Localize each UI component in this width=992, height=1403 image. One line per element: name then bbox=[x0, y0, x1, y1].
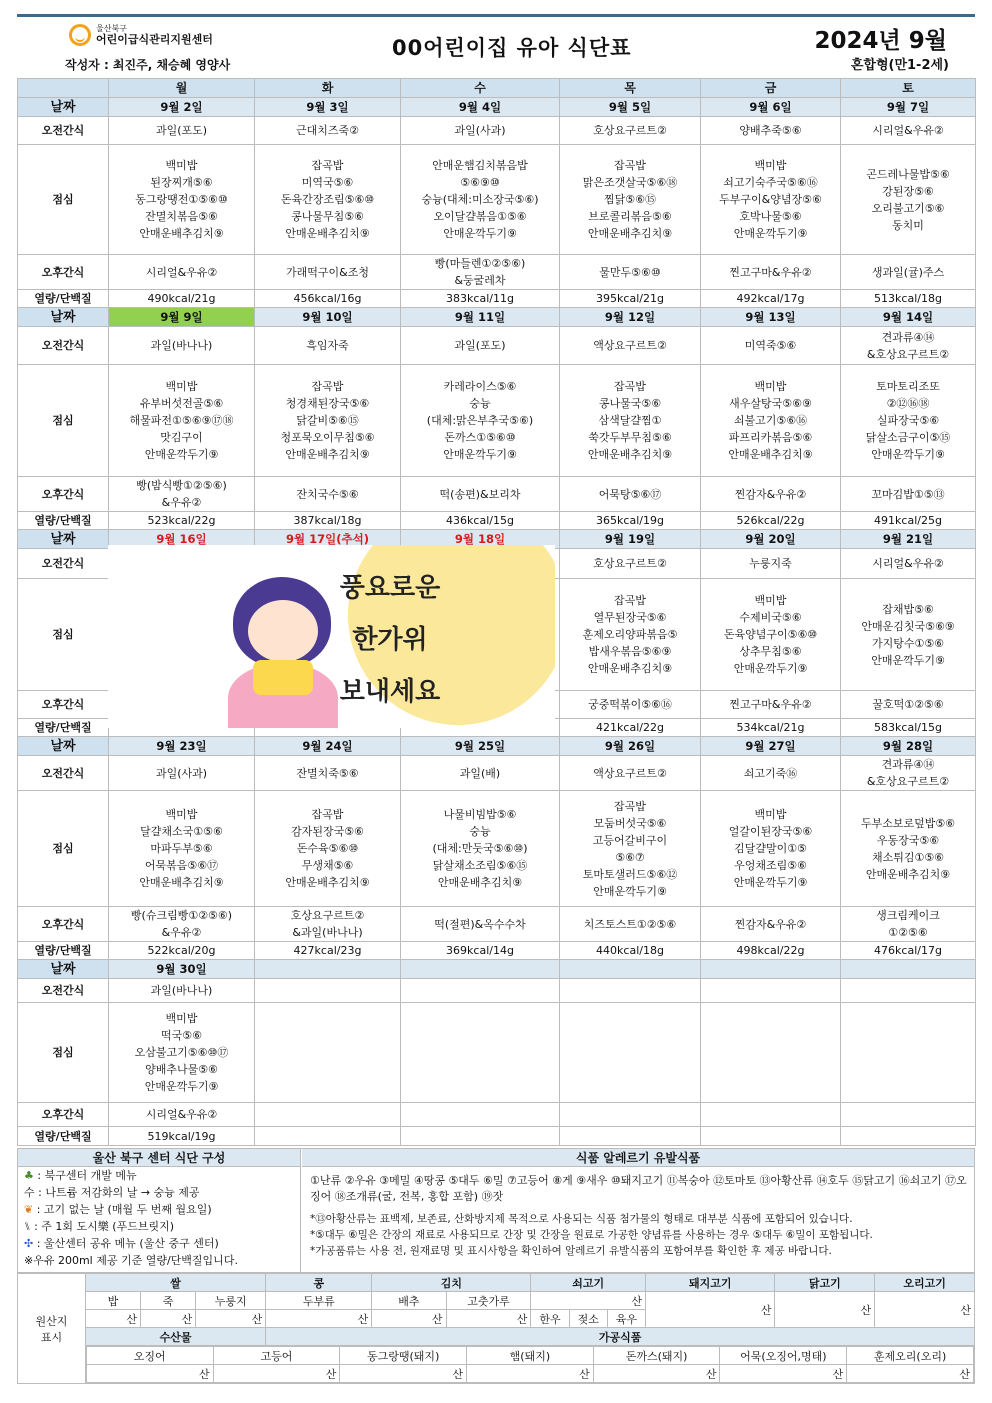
origin-cell: 돈까스(돼지) bbox=[593, 1347, 720, 1365]
lunch-cell bbox=[255, 1003, 401, 1103]
weekday-header: 목 bbox=[560, 79, 701, 98]
origin-cell: 한우 bbox=[531, 1310, 569, 1328]
date-row bbox=[18, 308, 976, 327]
afternoon-row bbox=[18, 477, 976, 512]
afternoon-snack-cell: 빵(마들렌①②⑤⑥) &둥굴레차 bbox=[401, 255, 560, 290]
row-label-afternoon: 오후간식 bbox=[18, 907, 109, 942]
date-cell: 9월 20일 bbox=[701, 530, 841, 549]
weekday-header: 화 bbox=[255, 79, 401, 98]
row-label-cal: 열량/단백질 bbox=[18, 1127, 109, 1146]
lunch-cell: 백미밥 떡국⑤⑥ 오삼불고기⑤⑥⑩⑰ 양배추나물⑤⑥ 안매운깍두기⑨ bbox=[109, 1003, 255, 1103]
row-label-lunch: 점심 bbox=[18, 145, 109, 255]
afternoon-snack-cell bbox=[701, 1103, 841, 1127]
legend-title: 울산 북구 센터 식단 구성 bbox=[18, 1149, 300, 1167]
date-cell: 9월 13일 bbox=[701, 308, 841, 327]
morning-snack-cell: 견과류④⑭ &호상요구르트② bbox=[841, 756, 976, 791]
origin-chicken: 닭고기 bbox=[775, 1274, 875, 1292]
morning-snack-cell: 액상요구르트② bbox=[560, 756, 701, 791]
logo-center-name: 어린이급식관리지원센터 bbox=[96, 33, 213, 46]
row-label-lunch: 점심 bbox=[18, 365, 109, 477]
cal-row bbox=[18, 1127, 976, 1146]
calorie-cell: 476kcal/17g bbox=[841, 942, 976, 960]
origin-cell: 죽 bbox=[141, 1292, 196, 1310]
date-cell: 9월 25일 bbox=[401, 737, 560, 756]
afternoon-row bbox=[18, 907, 976, 942]
year-month: 2024년 9월 bbox=[814, 28, 947, 54]
lunch-row bbox=[18, 791, 976, 907]
smile-logo-icon bbox=[69, 24, 91, 46]
allergy-title: 식품 알레르기 유발식품 bbox=[302, 1149, 974, 1167]
allergy-box bbox=[302, 1149, 974, 1272]
calorie-cell: 395kcal/21g bbox=[560, 290, 701, 308]
calorie-cell: 490kcal/21g bbox=[109, 290, 255, 308]
calorie-cell: 369kcal/14g bbox=[401, 942, 560, 960]
hanbok-top bbox=[253, 660, 313, 695]
origin-cell: 산 bbox=[196, 1310, 266, 1328]
afternoon-snack-cell bbox=[255, 1103, 401, 1127]
lunch-cell: 백미밥 달걀채소국①⑤⑥ 마파두부⑤⑥ 어묵볶음⑤⑥⑰ 안매운배추김치⑨ bbox=[109, 791, 255, 907]
origin-cell: 오징어 bbox=[86, 1347, 213, 1365]
date-cell bbox=[560, 960, 701, 979]
lunch-cell: 잡곡밥 콩나물국⑤⑥ 삼색달걀찜① 쑥갓두부무침⑤⑥ 안매운배추김치⑨ bbox=[560, 365, 701, 477]
weekday-header: 금 bbox=[701, 79, 841, 98]
date-cell bbox=[841, 960, 976, 979]
morning-snack-cell: 시리얼&우유② bbox=[841, 117, 976, 145]
origin-cell: 산 bbox=[467, 1365, 594, 1383]
calorie-cell bbox=[255, 1127, 401, 1146]
leaf-icon: ❦ bbox=[24, 1203, 34, 1216]
morning-snack-cell: 과일(사과) bbox=[109, 756, 255, 791]
lunch-cell bbox=[560, 1003, 701, 1103]
date-cell: 9월 10일 bbox=[255, 308, 401, 327]
origin-cell: 밥 bbox=[85, 1292, 140, 1310]
row-label-lunch: 점심 bbox=[18, 579, 109, 691]
date-cell: 9월 21일 bbox=[841, 530, 976, 549]
origin-pork: 돼지고기 bbox=[646, 1274, 775, 1292]
origin-cell: 산 bbox=[775, 1292, 875, 1328]
origin-cell: 햄(돼지) bbox=[467, 1347, 594, 1365]
morning-snack-cell bbox=[401, 979, 560, 1003]
origin-cell: 두부류 bbox=[266, 1292, 372, 1310]
lunch-cell bbox=[841, 1003, 976, 1103]
row-label-lunch: 점심 bbox=[18, 1003, 109, 1103]
morning-snack-cell: 호상요구르트② bbox=[560, 117, 701, 145]
legend-item: ⑊ : 주 1회 도시樂 (푸드브릿지) bbox=[24, 1220, 175, 1233]
row-label-date: 날짜 bbox=[18, 737, 109, 756]
origin-cell: 젖소 bbox=[569, 1310, 607, 1328]
afternoon-snack-cell: 잔치국수⑤⑥ bbox=[255, 477, 401, 512]
morning-row bbox=[18, 327, 976, 365]
morning-snack-cell: 미역죽⑤⑥ bbox=[701, 327, 841, 365]
morning-snack-cell: 과일(포도) bbox=[109, 117, 255, 145]
date-cell: 9월 5일 bbox=[560, 98, 701, 117]
row-label-morning: 오전간식 bbox=[18, 549, 109, 579]
origin-cell: 훈제오리(오리) bbox=[847, 1347, 974, 1365]
origin-cell: 산 bbox=[531, 1292, 646, 1310]
lunch-row bbox=[18, 365, 976, 477]
chuseok-banner bbox=[108, 545, 555, 728]
calorie-cell: 523kcal/22g bbox=[109, 512, 255, 530]
afternoon-snack-cell: 호상요구르트② &과일(바나나) bbox=[255, 907, 401, 942]
date-row bbox=[18, 98, 976, 117]
lunch-cell: 잡채밥⑤⑥ 안매운김칫국⑤⑥⑨ 가지탕수①⑤⑥ 안매운깍두기⑨ bbox=[841, 579, 976, 691]
legend-box bbox=[18, 1149, 301, 1272]
row-label-morning: 오전간식 bbox=[18, 117, 109, 145]
weekday-header-row bbox=[18, 79, 976, 98]
row-label-afternoon: 오후간식 bbox=[18, 255, 109, 290]
origin-seafood: 수산물 bbox=[85, 1328, 265, 1346]
holiday-text-1: 풍요로운 bbox=[339, 573, 441, 603]
morning-snack-cell: 과일(포도) bbox=[401, 327, 560, 365]
origin-rice: 쌀 bbox=[85, 1274, 265, 1292]
calorie-cell: 583kcal/15g bbox=[841, 719, 976, 737]
afternoon-snack-cell: 찐감자&우유② bbox=[701, 477, 841, 512]
top-border bbox=[17, 14, 975, 17]
morning-snack-cell: 견과류④⑭ &호상요구르트② bbox=[841, 327, 976, 365]
cal-row bbox=[18, 942, 976, 960]
origin-cell: 산 bbox=[340, 1365, 467, 1383]
origin-cell: 산 bbox=[213, 1365, 340, 1383]
origin-cell: 동그랑땡(돼지) bbox=[340, 1347, 467, 1365]
morning-row bbox=[18, 979, 976, 1003]
center-logo bbox=[69, 24, 213, 46]
afternoon-snack-cell: 시리얼&우유② bbox=[109, 255, 255, 290]
afternoon-snack-cell: 빵(슈크림빵①②⑤⑥) &우유② bbox=[109, 907, 255, 942]
calorie-cell: 513kcal/18g bbox=[841, 290, 976, 308]
allergy-note: *⑬아황산류는 표백제, 보존료, 산화방지제 목적으로 사용되는 식품 첨가물의 형태로 대부분 식품에 포함되어 있습니다. bbox=[310, 1213, 853, 1225]
calorie-cell: 383kcal/11g bbox=[401, 290, 560, 308]
lunch-cell bbox=[401, 1003, 560, 1103]
afternoon-row bbox=[18, 1103, 976, 1127]
afternoon-snack-cell bbox=[560, 1103, 701, 1127]
lunch-cell: 잡곡밥 청경채된장국⑤⑥ 닭갈비⑤⑥⑮ 청포묵오이무침⑤⑥ 안매운배추김치⑨ bbox=[255, 365, 401, 477]
lunch-cell: 곤드레나물밥⑤⑥ 강된장⑤⑥ 오리불고기⑤⑥ 동치미 bbox=[841, 145, 976, 255]
origin-cell: 어묵(오징어,명태) bbox=[720, 1347, 847, 1365]
date-cell bbox=[401, 960, 560, 979]
holiday-text-3: 보내세요 bbox=[339, 677, 441, 707]
calorie-cell: 491kcal/25g bbox=[841, 512, 976, 530]
date-cell: 9월 18일 bbox=[401, 530, 560, 549]
date-cell: 9월 2일 bbox=[109, 98, 255, 117]
lunch-cell: 백미밥 새우살탕국⑤⑥⑨ 쇠불고기⑤⑥⑯ 파프리카볶음⑤⑥ 안매운배추김치⑨ bbox=[701, 365, 841, 477]
afternoon-snack-cell: 빵(밤식빵①②⑤⑥) &우유② bbox=[109, 477, 255, 512]
date-cell: 9월 16일 bbox=[109, 530, 255, 549]
calorie-cell: 522kcal/20g bbox=[109, 942, 255, 960]
row-label-afternoon: 오후간식 bbox=[18, 691, 109, 719]
calorie-cell: 534kcal/21g bbox=[701, 719, 841, 737]
origin-cell: 배추 bbox=[372, 1292, 446, 1310]
logo-district: 울산북구 bbox=[96, 24, 127, 33]
origin-cell: 산 bbox=[847, 1365, 974, 1383]
morning-snack-cell: 쇠고기죽⑯ bbox=[701, 756, 841, 791]
calorie-cell: 526kcal/22g bbox=[701, 512, 841, 530]
date-cell: 9월 27일 bbox=[701, 737, 841, 756]
afternoon-row bbox=[18, 255, 976, 290]
calorie-cell: 365kcal/19g bbox=[560, 512, 701, 530]
weekday-header: 월 bbox=[109, 79, 255, 98]
morning-snack-cell bbox=[560, 979, 701, 1003]
date-cell: 9월 17일(추석) bbox=[255, 530, 401, 549]
lunch-cell: 백미밥 수제비국⑤⑥ 돈육양념구이⑤⑥⑩ 상추무침⑤⑥ 안매운깍두기⑨ bbox=[701, 579, 841, 691]
calorie-cell bbox=[401, 1127, 560, 1146]
date-cell: 9월 4일 bbox=[401, 98, 560, 117]
row-label-morning: 오전간식 bbox=[18, 979, 109, 1003]
morning-snack-cell: 근대치즈죽② bbox=[255, 117, 401, 145]
afternoon-snack-cell: 생크림케이크 ①②⑤⑥ bbox=[841, 907, 976, 942]
morning-row bbox=[18, 117, 976, 145]
morning-snack-cell bbox=[841, 979, 976, 1003]
origin-bean: 콩 bbox=[266, 1274, 372, 1292]
origin-processed: 가공식품 bbox=[266, 1328, 975, 1346]
origin-cell: 산 bbox=[85, 1310, 140, 1328]
weekday-header: 수 bbox=[401, 79, 560, 98]
lunch-cell: 두부소보로덮밥⑤⑥ 우동장국⑤⑥ 채소튀김①⑤⑥ 안매운배추김치⑨ bbox=[841, 791, 976, 907]
legend-item: ❦ : 고기 없는 날 (매월 두 번째 월요일) bbox=[24, 1203, 212, 1216]
morning-snack-cell: 시리얼&우유② bbox=[841, 549, 976, 579]
morning-snack-cell: 과일(배) bbox=[401, 756, 560, 791]
calorie-cell: 440kcal/18g bbox=[560, 942, 701, 960]
date-cell: 9월 11일 bbox=[401, 308, 560, 327]
afternoon-snack-cell: 치즈토스트①②⑤⑥ bbox=[560, 907, 701, 942]
date-cell: 9월 9일 bbox=[109, 308, 255, 327]
morning-snack-cell bbox=[255, 979, 401, 1003]
origin-cell: 산 bbox=[646, 1292, 775, 1328]
lunch-cell: 잡곡밥 모둠버섯국⑤⑥ 고등어갈비구이 ⑤⑥⑦ 토마토샐러드⑤⑥⑫ 안매운깍두기⑨ bbox=[560, 791, 701, 907]
row-label-morning: 오전간식 bbox=[18, 327, 109, 365]
date-row bbox=[18, 737, 976, 756]
afternoon-snack-cell: 찐고구마&우유② bbox=[701, 255, 841, 290]
row-label-afternoon: 오후간식 bbox=[18, 1103, 109, 1127]
row-label-cal: 열량/단백질 bbox=[18, 512, 109, 530]
row-label-cal: 열량/단백질 bbox=[18, 290, 109, 308]
girl-face bbox=[248, 600, 318, 662]
origin-cell: 산 bbox=[372, 1310, 446, 1328]
allergy-note: *⑤대두 ⑥밀은 간장의 재료로 사용되므로 간장 및 간장을 원료로 가공한 양념류를 사용하는 경우 ⑤대두 ⑥밀이 포함됩니다. bbox=[310, 1229, 873, 1241]
morning-snack-cell: 잔멸치죽⑤⑥ bbox=[255, 756, 401, 791]
menu-type: 혼합형(만1-2세) bbox=[850, 58, 949, 73]
origin-cell: 산 bbox=[266, 1310, 372, 1328]
lunch-cell bbox=[701, 1003, 841, 1103]
lunch-cell: 안매운햄김치볶음밥 ⑤⑥⑨⑩ 숭늉(대체:미소장국⑤⑥) 오이달걀볶음①⑤⑥ 안매운깍두기⑨ bbox=[401, 145, 560, 255]
morning-snack-cell: 양배추죽⑤⑥ bbox=[701, 117, 841, 145]
page-title: 00어린이집 유아 식단표 bbox=[392, 36, 632, 60]
origin-cell: 누룽지 bbox=[196, 1292, 266, 1310]
calorie-cell: 427kcal/23g bbox=[255, 942, 401, 960]
row-label-afternoon: 오후간식 bbox=[18, 477, 109, 512]
origin-cell: 고춧가루 bbox=[446, 1292, 531, 1310]
date-cell: 9월 3일 bbox=[255, 98, 401, 117]
pinwheel-icon: ✣ bbox=[24, 1237, 34, 1250]
date-cell: 9월 7일 bbox=[841, 98, 976, 117]
calorie-cell bbox=[841, 1127, 976, 1146]
lunch-cell: 카레라이스⑤⑥ 숭늉 (대체:맑은부추국⑤⑥) 돈까스①⑤⑥⑩ 안매운깍두기⑨ bbox=[401, 365, 560, 477]
plant-icon: ♣ bbox=[24, 1169, 34, 1182]
weekday-header: 토 bbox=[841, 79, 976, 98]
origin-processed-row bbox=[85, 1346, 974, 1384]
row-label-date: 날짜 bbox=[18, 530, 109, 549]
origin-table bbox=[17, 1273, 975, 1384]
origin-cell: 산 bbox=[720, 1365, 847, 1383]
morning-snack-cell: 흑임자죽 bbox=[255, 327, 401, 365]
legend-section bbox=[17, 1148, 975, 1273]
afternoon-snack-cell: 가래떡구이&조청 bbox=[255, 255, 401, 290]
date-cell bbox=[255, 960, 401, 979]
origin-cell: 고등어 bbox=[213, 1347, 340, 1365]
morning-snack-cell: 호상요구르트② bbox=[560, 549, 701, 579]
origin-cell: 산 bbox=[86, 1365, 213, 1383]
origin-kimchi: 김치 bbox=[372, 1274, 531, 1292]
row-label-date: 날짜 bbox=[18, 98, 109, 117]
author: 작성자 : 최진주, 채승혜 영양사 bbox=[65, 58, 231, 72]
lunch-cell: 잡곡밥 열무된장국⑤⑥ 훈제오리양파볶음⑤ 밥새우볶음⑤⑥⑨ 안매운배추김치⑨ bbox=[560, 579, 701, 691]
calorie-cell: 519kcal/19g bbox=[109, 1127, 255, 1146]
calorie-cell bbox=[701, 1127, 841, 1146]
morning-snack-cell: 과일(바나나) bbox=[109, 327, 255, 365]
legend-item: ♣ : 북구센터 개발 메뉴 bbox=[24, 1169, 137, 1182]
afternoon-snack-cell bbox=[841, 1103, 976, 1127]
lunch-row bbox=[18, 1003, 976, 1103]
morning-snack-cell: 과일(사과) bbox=[401, 117, 560, 145]
afternoon-snack-cell: 찐고구마&우유② bbox=[701, 691, 841, 719]
origin-duck: 오리고기 bbox=[875, 1274, 975, 1292]
lunch-cell: 잡곡밥 미역국⑤⑥ 돈육간장조림⑤⑥⑩ 콩나물무침⑤⑥ 안매운배추김치⑨ bbox=[255, 145, 401, 255]
corner-cell bbox=[18, 79, 109, 98]
lunch-cell: 백미밥 쇠고기숙주국⑤⑥⑯ 두부구이&양념장⑤⑥ 호박나물⑤⑥ 안매운깍두기⑨ bbox=[701, 145, 841, 255]
afternoon-snack-cell: 떡(송편)&보리차 bbox=[401, 477, 560, 512]
date-cell: 9월 19일 bbox=[560, 530, 701, 549]
date-cell: 9월 12일 bbox=[560, 308, 701, 327]
legend-item: ※우유 200ml 제공 기준 열량/단백질입니다. bbox=[24, 1254, 238, 1267]
origin-cell: 산 bbox=[593, 1365, 720, 1383]
calorie-cell: 387kcal/18g bbox=[255, 512, 401, 530]
origin-cell: 산 bbox=[141, 1310, 196, 1328]
afternoon-snack-cell: 찐감자&우유② bbox=[701, 907, 841, 942]
date-cell: 9월 6일 bbox=[701, 98, 841, 117]
lunch-row bbox=[18, 145, 976, 255]
lunch-cell: 백미밥 얼갈이된장국⑤⑥ 김달걀말이①⑤ 우엉채조림⑤⑥ 안매운깍두기⑨ bbox=[701, 791, 841, 907]
cal-row bbox=[18, 512, 976, 530]
date-cell: 9월 26일 bbox=[560, 737, 701, 756]
allergy-list: ①난류 ②우유 ③메밀 ④땅콩 ⑤대두 ⑥밀 ⑦고등어 ⑧게 ⑨새우 ⑩돼지고기 ⑪복숭아 ⑫토마토 ⑬아황산류 ⑭호두 ⑮닭고기 ⑯쇠고기 ⑰오징어 ⑱조개류(굴, 전복, 홍합 포함) ⑲잣 bbox=[310, 1174, 967, 1203]
origin-label: 원산지 표시 bbox=[18, 1274, 86, 1384]
header bbox=[17, 18, 975, 76]
lunch-cell: 잡곡밥 감자된장국⑤⑥ 돈수육⑤⑥⑩ 무생채⑤⑥ 안매운배추김치⑨ bbox=[255, 791, 401, 907]
morning-snack-cell: 액상요구르트② bbox=[560, 327, 701, 365]
afternoon-snack-cell bbox=[401, 1103, 560, 1127]
holiday-text-2: 한가위 bbox=[352, 625, 428, 655]
morning-snack-cell bbox=[701, 979, 841, 1003]
afternoon-snack-cell: 생과일(귤)주스 bbox=[841, 255, 976, 290]
cutlery-icon: ⑊ bbox=[24, 1220, 31, 1233]
legend-item: 수 : 나트륨 저감화의 날 → 숭늉 제공 bbox=[24, 1186, 200, 1199]
origin-cell: 산 bbox=[875, 1292, 975, 1328]
calorie-cell: 436kcal/15g bbox=[401, 512, 560, 530]
origin-cell: 산 bbox=[446, 1310, 531, 1328]
lunch-cell: 백미밥 된장찌개⑤⑥ 동그랑땡전①⑤⑥⑩ 잔멸치볶음⑤⑥ 안매운배추김치⑨ bbox=[109, 145, 255, 255]
lunch-cell: 토마토리조또 ②⑫⑯⑱ 실파장국⑤⑥ 닭살소금구이⑤⑮ 안매운깍두기⑨ bbox=[841, 365, 976, 477]
legend-item: ✣ : 울산센터 공유 메뉴 (울산 중구 센터) bbox=[24, 1237, 219, 1250]
morning-snack-cell: 누룽지죽 bbox=[701, 549, 841, 579]
afternoon-snack-cell: 시리얼&우유② bbox=[109, 1103, 255, 1127]
afternoon-snack-cell: 꼬마김밥①⑤⑬ bbox=[841, 477, 976, 512]
date-row bbox=[18, 960, 976, 979]
allergy-note: *가공품류는 사용 전, 원재료명 및 표시사항을 확인하여 알레르기 유발식품의 포함여부를 확인한 후 제공 바랍니다. bbox=[310, 1245, 832, 1257]
afternoon-snack-cell: 궁중떡볶이⑤⑥⑯ bbox=[560, 691, 701, 719]
date-cell: 9월 23일 bbox=[109, 737, 255, 756]
calorie-cell: 456kcal/16g bbox=[255, 290, 401, 308]
morning-row bbox=[18, 756, 976, 791]
calorie-cell: 421kcal/22g bbox=[560, 719, 701, 737]
afternoon-snack-cell: 떡(절편)&옥수수차 bbox=[401, 907, 560, 942]
lunch-cell: 나물비빔밥⑤⑥ 숭늉 (대체:만둣국⑤⑥⑩) 닭살채소조림⑤⑥⑮ 안매운배추김치⑨ bbox=[401, 791, 560, 907]
cal-row bbox=[18, 290, 976, 308]
morning-snack-cell: 과일(바나나) bbox=[109, 979, 255, 1003]
calorie-cell bbox=[560, 1127, 701, 1146]
calorie-cell: 498kcal/22g bbox=[701, 942, 841, 960]
lunch-cell: 백미밥 유부버섯전골⑤⑥ 해물파전①⑤⑥⑨⑰⑱ 맛김구이 안매운깍두기⑨ bbox=[109, 365, 255, 477]
date-cell: 9월 28일 bbox=[841, 737, 976, 756]
origin-cell: 육우 bbox=[607, 1310, 645, 1328]
date-cell: 9월 30일 bbox=[109, 960, 255, 979]
calorie-cell: 492kcal/17g bbox=[701, 290, 841, 308]
origin-beef: 쇠고기 bbox=[531, 1274, 646, 1292]
row-label-lunch: 점심 bbox=[18, 791, 109, 907]
afternoon-snack-cell: 물만두⑤⑥⑩ bbox=[560, 255, 701, 290]
row-label-cal: 열량/단백질 bbox=[18, 942, 109, 960]
lunch-cell: 잡곡밥 맑은조갯살국⑤⑥⑱ 찜닭⑤⑥⑮ 브로콜리볶음⑤⑥ 안매운배추김치⑨ bbox=[560, 145, 701, 255]
afternoon-snack-cell: 꿀호떡①②⑤⑥ bbox=[841, 691, 976, 719]
row-label-date: 날짜 bbox=[18, 960, 109, 979]
date-cell: 9월 24일 bbox=[255, 737, 401, 756]
row-label-date: 날짜 bbox=[18, 308, 109, 327]
afternoon-snack-cell: 어묵탕⑤⑥⑰ bbox=[560, 477, 701, 512]
date-cell bbox=[701, 960, 841, 979]
row-label-cal: 열량/단백질 bbox=[18, 719, 109, 737]
date-cell: 9월 14일 bbox=[841, 308, 976, 327]
row-label-morning: 오전간식 bbox=[18, 756, 109, 791]
